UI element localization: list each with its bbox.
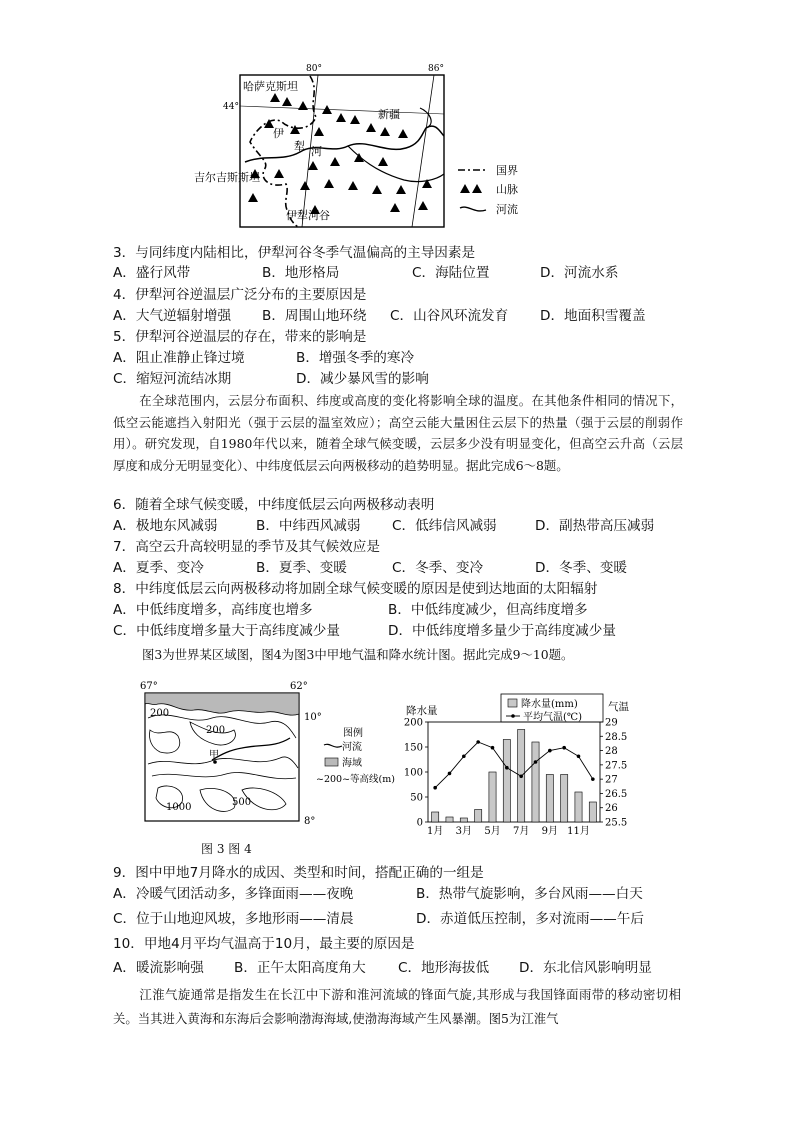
q10-option-a[interactable]: A．暖流影响强 [113,960,204,976]
precip-bar-11 [575,792,582,822]
lon-label-86: 86° [428,64,444,74]
fig3-legend-river: 河流 [342,742,362,753]
legend-mountain-label: 山脉 [496,183,518,196]
temp-point-2 [448,772,452,776]
question-3-stem: 3．与同纬度内陆相比，伊犁河谷冬季气温偏高的主导因素是 [113,245,476,261]
question-6-stem: 6．随着全球气候变暖，中纬度低层云向两极移动表明 [113,497,435,513]
contour-label-200b: 200 [206,725,226,736]
passage-jianghuai [113,983,681,1031]
question-10-stem: 10．甲地4月平均气温高于10月，最主要的原因是 [113,936,415,952]
river-char-3: 河 [311,145,322,158]
fig3-legend-title: 图例 [343,728,363,739]
label-xinjiang: 新疆 [378,108,400,121]
passage-jianghuai-text: 江淮气旋通常是指发生在长江中下游和淮河流域的锋面气旋,其形成与我国锋面雨带的移动密切相关。当其进入黄海和东海后会影响渤海海域,使渤海海域产生风暴潮。图5为江淮气 [113,987,681,1026]
label-kyrgyzstan: 吉尔吉斯斯坦 [194,171,260,184]
contour-label-200a: 200 [150,708,170,719]
question-5-stem: 5．伊犁河谷逆温层的存在，带来的影响是 [113,329,367,345]
q8-option-c[interactable]: C．中低纬度增多量大于高纬度减少量 [113,623,340,639]
chart-legend [501,694,603,723]
month-tick-label: 11月 [567,826,590,837]
q5-option-d[interactable]: D．减少暴风雪的影响 [296,371,429,387]
question-9-stem: 9．图中甲地7月降水的成因、类型和时间，搭配正确的一组是 [113,865,484,881]
q7-option-c[interactable]: C．冬季、变冷 [392,560,484,576]
precip-bar-2 [446,817,453,822]
q7-option-a[interactable]: A．夏季、变冷 [113,560,204,576]
temp-point-1 [433,786,437,790]
temp-tick-label: 28 [605,746,618,758]
fig3-legend-contour: ~200~等高线(m) [316,774,395,785]
q6-option-c[interactable]: C．低纬信风减弱 [392,518,497,534]
figure-intro: 图3为世界某区域图，图4为图3中甲地气温和降水统计图。据此完成9～10题。 [142,647,574,662]
q4-option-d[interactable]: D．地面积雪覆盖 [540,308,646,324]
precip-tick-label: 150 [403,742,423,754]
q10-option-d[interactable]: D．东北信风影响明显 [519,960,652,976]
q8-option-b[interactable]: B．中低纬度减少，但高纬度增多 [388,602,588,618]
temp-tick-label: 26.5 [605,788,628,800]
question-8-stem: 8．中纬度低层云向两极移动将加剧全球气候变暖的原因是使到达地面的太阳辐射 [113,581,598,597]
legend-temp-label: 平均气温(℃) [523,712,582,723]
ili-valley-map [190,62,540,232]
map1-frame [240,75,444,227]
q4-option-a[interactable]: A．大气逆辐射增强 [113,308,232,324]
q7-option-d[interactable]: D．冬季、变暖 [535,560,628,576]
precip-bar-3 [460,818,467,822]
precip-bar-6 [503,740,510,823]
precip-bar-4 [475,810,482,823]
month-tick-label: 1月 [426,826,444,837]
river-char-1: 伊 [273,127,284,140]
fig3-lon-62: 62° [290,681,308,692]
temp-point-4 [476,740,480,744]
figure-caption: 图 3 图 4 [201,842,252,856]
temp-tick-label: 27.5 [605,760,628,772]
fig3-lat-10: 10° [304,712,322,723]
temp-tick-label: 26 [605,803,618,815]
precip-bar-8 [532,742,539,822]
contour-label-500: 500 [232,797,252,808]
legend-border-label: 国界 [496,164,518,177]
temp-tick-label: 29 [605,717,618,729]
precip-tick-label: 100 [403,767,423,779]
month-tick-label: 3月 [455,826,473,837]
passage-clouds-text: 在全球范围内，云层分布面积、纬度或高度的变化将影响全球的温度。在其他条件相同的情况下，低空云能遮挡入射阳光（强于云层的温室效应）；高空云能大量困住云层下的热量（强于云层的削弱作用）。研究发现，自1980年代以来，随着全球气候变暖，云层多少没有明显变化，但高空云升高（云层厚度和成分无明显变化）、中纬度低层云向两极移动的趋势明显。据此完成6～8题。 [113,393,683,473]
q9-option-a[interactable]: A．冷暖气团活动多，多锋面雨——夜晚 [113,886,354,902]
q5-option-b[interactable]: B．增强冬季的寒冷 [296,350,415,366]
precip-bar-9 [546,775,553,823]
fig3-legend-sea: 海域 [342,758,362,769]
precip-tick-label: 0 [416,817,423,829]
q10-option-c[interactable]: C．地形海拔低 [398,960,490,976]
q9-option-b[interactable]: B．热带气旋影响，多台风雨——白天 [416,886,643,902]
q10-option-b[interactable]: B．正午太阳高度角大 [234,960,366,976]
month-tick-label: 5月 [484,826,501,837]
month-tick-label: 9月 [541,826,559,837]
month-tick-label: 7月 [512,826,530,837]
legend-river-label: 河流 [496,203,518,216]
q4-option-c[interactable]: C．山谷风环流发育 [390,308,509,324]
q4-option-b[interactable]: B．周围山地环绕 [262,308,367,324]
temp-tick-label: 28.5 [605,731,628,743]
q5-option-c[interactable]: C．缩短河流结冰期 [113,371,232,387]
q7-option-b[interactable]: B．夏季、变暖 [256,560,347,576]
precip-bar-12 [589,802,596,822]
lon-label-80: 80° [306,64,322,74]
temp-point-11 [577,754,581,758]
passage-clouds [113,390,683,476]
q3-option-d[interactable]: D．河流水系 [540,265,619,281]
chart-left-axis-label: 降水量 [406,705,438,717]
q9-option-c[interactable]: C．位于山地迎风坡，多地形雨——清晨 [113,911,354,927]
temp-point-7 [519,774,523,778]
map1-legend [458,164,518,216]
contour-label-1000: 1000 [166,802,192,813]
river-char-2: 犁 [294,140,305,153]
question-4-stem: 4．伊犁河谷逆温层广泛分布的主要原因是 [113,287,367,303]
q3-option-c[interactable]: C．海陆位置 [412,265,490,281]
temperature-line [435,742,593,788]
temp-point-10 [562,746,566,750]
q5-option-a[interactable]: A．阻止准静止锋过境 [113,350,245,366]
legend-precip-label: 降水量(mm) [521,699,578,710]
q8-option-d[interactable]: D．中低纬度增多量少于高纬度减少量 [388,623,616,639]
q8-option-a[interactable]: A．中低纬度增多，高纬度也增多 [113,602,313,618]
q9-option-d[interactable]: D．赤道低压控制，多对流雨——午后 [416,911,644,927]
point-jia-label: 甲 [209,750,219,761]
temp-tick-label: 27 [605,774,618,786]
chart-right-axis-label: 气温 [608,701,629,713]
q3-option-b[interactable]: B．地形格局 [262,265,340,281]
climate-chart-fig4 [398,692,638,842]
precip-tick-label: 50 [410,792,423,804]
temp-tick-label: 25.5 [605,817,628,829]
fig3-lat-8: 8° [304,816,316,827]
temp-point-5 [491,746,495,750]
precip-tick-label: 200 [403,717,423,729]
q6-option-a[interactable]: A．极地东风减弱 [113,518,218,534]
temp-point-3 [462,754,466,758]
region-map-fig3 [130,678,404,828]
label-kazakhstan: 哈萨克斯坦 [243,80,298,93]
temp-point-9 [548,749,552,753]
fig3-lon-67: 67° [140,681,158,692]
q6-option-d[interactable]: D．副热带高压减弱 [535,518,655,534]
q6-option-b[interactable]: B．中纬西风减弱 [256,518,361,534]
label-ili-valley: 伊犁河谷 [286,209,330,222]
temp-point-6 [505,766,509,770]
temp-point-12 [591,777,595,781]
precip-bar-10 [561,775,568,823]
temp-point-8 [534,760,538,764]
question-7-stem: 7．高空云升高较明显的季节及其气候效应是 [113,539,380,555]
precip-bar-1 [432,812,439,822]
lat-label-44: 44° [223,102,239,112]
precip-bar-5 [489,772,496,822]
q3-option-a[interactable]: A．盛行风带 [113,265,191,281]
